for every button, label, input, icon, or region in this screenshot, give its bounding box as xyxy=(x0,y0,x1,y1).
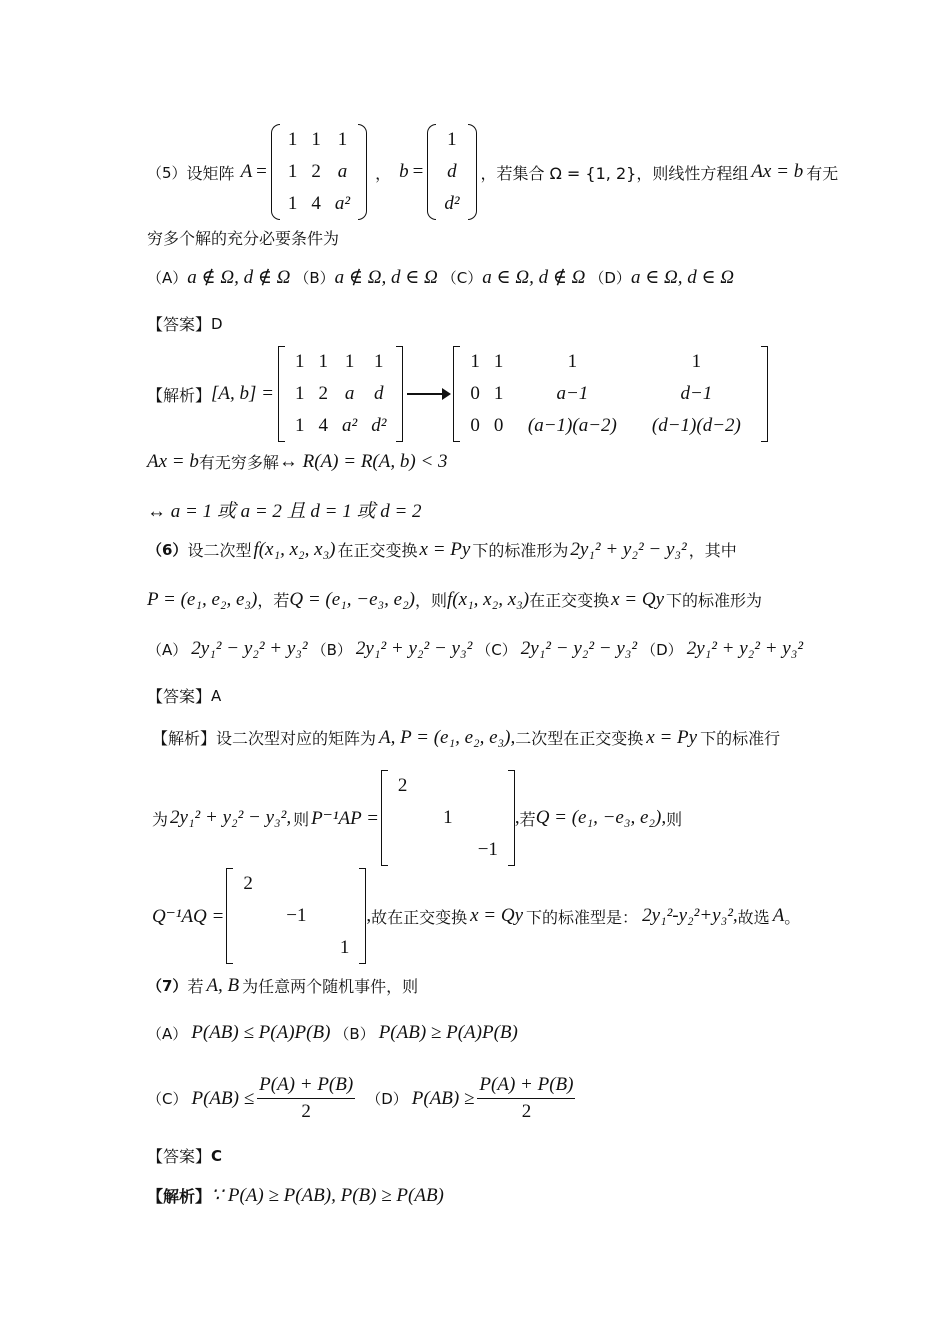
q5-analysis-step1 xyxy=(147,450,448,473)
q7-options-ab xyxy=(147,1022,522,1044)
q6-analysis-line1 xyxy=(152,726,780,749)
q6-an3-c: 下的标准型是： xyxy=(526,907,639,927)
q6-an2-form: 2y₁² + y₂² − y₃², xyxy=(170,807,292,828)
q7-option-a-label: （A） xyxy=(147,1024,188,1043)
q7-analysis xyxy=(147,1184,444,1207)
q7-options-cd xyxy=(147,1074,578,1123)
q7-events: A, B xyxy=(206,974,240,996)
q5-answer-value: D xyxy=(211,314,223,333)
q6-statement-line2 xyxy=(147,588,762,611)
q5-condition: ，若集合 Ω = {1, 2}，则线性方程组 xyxy=(480,163,749,183)
q6-an3-b: 故在正交变换 xyxy=(371,907,468,927)
q5-eq: Ax = b xyxy=(751,161,804,182)
q7-answer xyxy=(147,1144,222,1167)
q6-option-a: 2y₁² − y₂² + y₃² xyxy=(191,638,308,659)
q6-text-1c: 下的标准形为 xyxy=(472,541,569,560)
q6-an1-a: 设二次型对应的矩阵为 xyxy=(216,729,377,748)
q6-number: （6） xyxy=(147,541,188,559)
q6-diag-matrix-p: 2 1 −1 xyxy=(381,770,515,866)
q5-option-d-label: （D） xyxy=(589,269,631,287)
q5-option-b: a ∉ Ω, d ∈ Ω xyxy=(334,267,438,288)
q7-number: （7） xyxy=(147,977,188,995)
q6-option-a-label: （A） xyxy=(147,640,188,659)
q5-answer-label: 【答案】 xyxy=(147,315,212,334)
q6-option-d: 2y₁² + y₂² + y₃² xyxy=(686,638,804,659)
q6-standard-form: 2y₁² + y₂² − y₃² xyxy=(570,538,687,560)
q6-an2-d: 若 xyxy=(519,809,536,829)
q7-analysis-text: ∵ P(A) ≥ P(AB), P(B) ≥ P(AB) xyxy=(211,1185,444,1206)
q6-option-c: 2y₁² − y₂² − y₃² xyxy=(520,638,638,659)
q6-answer-value: A xyxy=(211,686,222,705)
q5-statement-line2: 穷多个解的充分必要条件为 xyxy=(147,229,340,248)
q6-options xyxy=(147,638,807,660)
q7-option-b-label: （B） xyxy=(334,1024,375,1043)
q6-an2-q: Q = (e₁, −e₃, e₂), xyxy=(535,807,667,828)
q6-an1-A: A xyxy=(379,726,391,748)
q5-options xyxy=(147,266,734,289)
q6-answer xyxy=(147,684,221,707)
right-arrow-icon xyxy=(407,393,449,395)
q6-an3-t: x = Qy xyxy=(470,905,524,926)
q5-intro: 设矩阵 xyxy=(186,163,235,183)
q6-option-d-label: （D） xyxy=(641,640,683,659)
q5-number: （5） xyxy=(147,163,187,182)
q5-option-c-label: （C） xyxy=(441,269,483,287)
q5-vector-b: 1 d d² xyxy=(427,124,476,220)
q6-text-2b: ，则 xyxy=(415,591,448,610)
q6-an3-A: A xyxy=(772,905,785,926)
q5-tail: 有无 xyxy=(806,163,839,183)
q6-func: f(x₁, x₂, x₃) xyxy=(253,538,336,560)
q7-text-a: 若 xyxy=(187,977,204,996)
q5-option-b-label: （B） xyxy=(294,269,335,287)
q6-an2-e: 则 xyxy=(666,809,683,829)
q5-step1-rank: ↔ R(A) = R(A, b) < 3 xyxy=(278,450,448,472)
q7-option-d-fraction: $\frac{P(A) + P(B)}{2}$ xyxy=(479,1074,574,1122)
q7-text-b: 为任意两个随机事件，则 xyxy=(242,977,419,996)
q5-option-a: a ∉ Ω, d ∉ Ω xyxy=(187,267,291,288)
q5-reduced-matrix: 1 1 1 1 0 1 a−1 d−1 0 0 (a−1)(a−2) (d−1)(d−2) xyxy=(453,346,768,442)
q5-analysis-step2: ↔ a = 1 或 a = 2 且 d = 1 或 d = 2 xyxy=(147,501,422,522)
q7-option-d-left: P(AB) ≥ xyxy=(411,1087,475,1109)
q6-diag-matrix-q: 2 −1 1 xyxy=(226,868,366,964)
q7-option-b: P(AB) ≥ P(A)P(B) xyxy=(378,1022,518,1043)
q6-option-b: 2y₁² + y₂² − y₃² xyxy=(355,638,473,659)
q6-an3-qaq: Q⁻¹AQ = xyxy=(152,905,225,927)
q7-answer-label: 【答案】 xyxy=(147,1147,212,1166)
q6-an2-b: 则 xyxy=(293,809,310,829)
q7-option-c-label: （C） xyxy=(147,1090,188,1108)
q6-analysis-label: 【解析】 xyxy=(152,729,217,748)
q5-option-d: a ∈ Ω, d ∈ Ω xyxy=(630,267,735,288)
q6-text-2d: 下的标准形为 xyxy=(666,591,763,610)
q5-answer xyxy=(147,312,223,335)
q5-matA-label: A xyxy=(240,161,253,182)
q6-an3-a: , xyxy=(366,905,372,926)
q7-option-c-left: P(AB) ≤ xyxy=(191,1087,255,1109)
q6-func-2: f(x₁, x₂, x₃) xyxy=(447,588,530,610)
q5-step1-eq: Ax = b xyxy=(147,450,199,472)
q5-vec-b-label: b xyxy=(399,161,409,182)
q6-transform-p: x = Py xyxy=(419,538,471,560)
q6-text-2c: 在正交变换 xyxy=(529,591,610,610)
q6-text-1d: ，其中 xyxy=(688,541,737,560)
q7-option-a: P(AB) ≤ P(A)P(B) xyxy=(191,1022,331,1043)
q6-matrix-q: Q = (e₁, −e₃, e₂) xyxy=(289,588,416,610)
q6-transform-q: x = Qy xyxy=(611,588,665,610)
q6-answer-label: 【答案】 xyxy=(147,687,212,706)
q5-matrix-a: 1 1 1 1 2 a 1 4 a² xyxy=(271,124,367,220)
q6-an1-P: , P = (e₁, e₂, e₃), xyxy=(390,726,516,748)
q5-statement-line1: （5） 设矩阵 A = 1 1 1 1 2 a 1 4 a² ， b = 1 d d² ，若集合 Ω = {1, 2}，则线性方程组 Ax = b 有无 xyxy=(147,124,838,220)
q6-an3-form: 2y₁²-y₂²+y₃², xyxy=(642,905,738,926)
q7-analysis-label: 【解析】 xyxy=(147,1187,212,1206)
q5-option-c: a ∈ Ω, d ∉ Ω xyxy=(482,267,586,288)
q6-an1-b: 二次型在正交变换 xyxy=(515,729,644,748)
q6-an3-d: 故选 xyxy=(737,907,770,927)
q6-analysis-line2 xyxy=(152,770,682,866)
q5-aug-label: [A, b] = xyxy=(211,383,274,404)
q7-option-c-fraction: $\frac{P(A) + P(B)}{2}$ xyxy=(259,1074,354,1122)
q6-an1-t: x = Py xyxy=(646,726,698,748)
q6-an2-a: 为 xyxy=(152,809,169,829)
q5-step1-text: 有无穷多解 xyxy=(198,453,279,472)
q6-text-1a: 设二次型 xyxy=(187,541,252,560)
q7-statement xyxy=(147,974,418,997)
q6-text-1b: 在正交变换 xyxy=(337,541,418,560)
q6-text-2a: ，若 xyxy=(257,591,290,610)
q5-analysis-label: 【解析】 xyxy=(147,385,212,405)
q6-an2-c: , xyxy=(514,807,520,828)
q6-an3-e: 。 xyxy=(784,907,801,927)
q6-option-c-label: （C） xyxy=(476,640,517,659)
q5-option-a-label: （A） xyxy=(147,269,188,287)
q6-analysis-line3 xyxy=(152,868,800,964)
q6-statement-line1 xyxy=(147,538,737,561)
q6-an1-c: 下的标准行 xyxy=(700,729,781,748)
q5-analysis-matrices xyxy=(147,346,768,442)
q6-matrix-p: P = (e₁, e₂, e₃) xyxy=(147,588,258,610)
q6-option-b-label: （B） xyxy=(311,640,352,659)
q7-option-d-label: （D） xyxy=(366,1090,408,1108)
q6-an2-pap: P⁻¹AP = xyxy=(311,807,379,829)
q5-augmented-matrix: 1 1 1 1 1 2 a d 1 4 a² d² xyxy=(278,346,403,442)
q7-answer-value: C xyxy=(211,1146,223,1165)
